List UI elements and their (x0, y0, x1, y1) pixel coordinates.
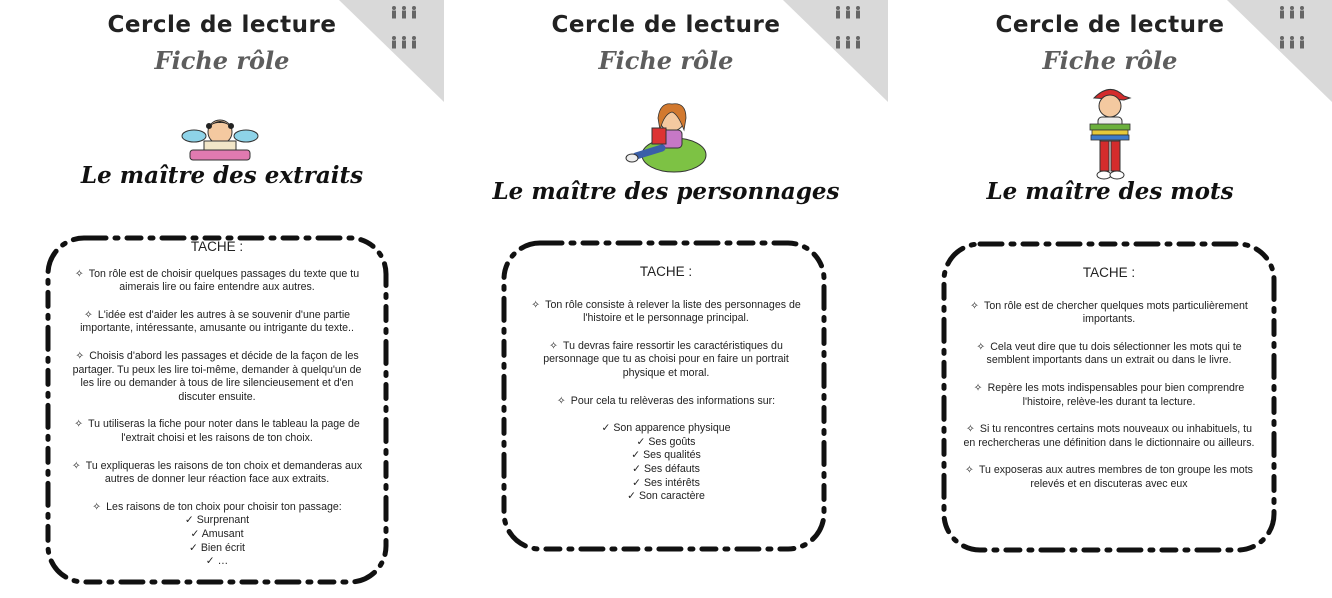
diamond-bullet-icon: ✧ (549, 339, 559, 352)
check-icon: ✓ (190, 527, 200, 540)
check-subitem: ✓ Bien écrit (188, 541, 245, 554)
card-subtitle: Fiche rôle (598, 46, 734, 75)
check-icon: ✓ (188, 541, 198, 554)
kid-reading-lying-icon (180, 114, 260, 164)
check-icon: ✓ (636, 435, 646, 448)
diamond-bullet-icon: ✧ (92, 500, 102, 513)
task-item: ✧ Tu devras faire ressortir les caractéristiques du personnage que tu as choisi pour en faire un portrait physique et moral. (543, 339, 789, 379)
task-item: ✧ Repère les mots indispensables pour bien comprendre l'histoire, relève-les durant ta lecture. (973, 381, 1245, 408)
task-item: ✧ Ton rôle est de chercher quelques mots particulièrement importants. (970, 299, 1248, 326)
role-name: Le maître des personnages (492, 178, 840, 205)
task-item: ✧ L'idée est d'aider les autres à se souvenir d'une partie importante, intéressante, amusante ou intrigante du texte.. (80, 308, 354, 335)
card-subtitle: Fiche rôle (154, 46, 290, 75)
diamond-bullet-icon: ✧ (74, 267, 84, 280)
task-content (960, 266, 1258, 506)
task-frame (38, 228, 396, 592)
boy-holding-books-icon (1084, 84, 1136, 182)
check-icon: ✓ (627, 490, 636, 503)
task-heading: TACHE : (639, 264, 693, 279)
task-frame (494, 233, 834, 559)
diamond-bullet-icon: ✧ (556, 394, 566, 407)
check-subitem: ✓ Ses défauts (632, 462, 700, 475)
task-item: ✧ Ton rôle est de choisir quelques passages du texte que tu aimerais lire ou faire entendre aux autres. (74, 267, 360, 294)
check-subitem: ✓ Ses intérêts (632, 476, 700, 489)
girl-reading-beanbag-icon (622, 100, 712, 175)
task-item: ✧ Cela veut dire que tu dois sélectionner les mots qui te semblent importants dans un extrait ou dans le livre. (976, 340, 1242, 367)
task-item: ✧ Choisis d'abord les passages et décide de la façon de les partager. Tu peux les lire toi-même, demander à quelqu'un de les lire ou demander à tous de lire silencieusement et d'en discuter ensuite. (72, 349, 362, 403)
check-subitem: ✓ Ses qualités (631, 449, 701, 462)
check-icon: ✓ (205, 555, 215, 568)
task-content (68, 240, 366, 569)
role-card-mots (888, 0, 1332, 598)
card-title: Cercle de lecture (995, 12, 1225, 38)
diamond-bullet-icon: ✧ (531, 298, 541, 311)
diamond-bullet-icon: ✧ (965, 464, 974, 477)
task-frame (934, 234, 1284, 560)
task-item: ✧ Ton rôle consiste à relever la liste des personnages de l'histoire et le personnage principal. (531, 298, 801, 325)
role-card-extraits (0, 0, 444, 598)
diamond-bullet-icon: ✧ (970, 299, 980, 312)
diamond-bullet-icon: ✧ (71, 459, 81, 472)
check-subitem: ✓ Surprenant (184, 514, 250, 527)
card-subtitle: Fiche rôle (1042, 46, 1178, 75)
role-name: Le maître des mots (986, 178, 1234, 205)
check-icon: ✓ (631, 449, 641, 462)
card-title: Cercle de lecture (551, 12, 781, 38)
diamond-bullet-icon: ✧ (75, 349, 85, 362)
diamond-bullet-icon: ✧ (966, 423, 975, 436)
check-subitem: ✓ … (205, 555, 229, 568)
task-heading: TACHE : (190, 239, 244, 254)
task-item: ✧ Pour cela tu relèveras des informations sur: (556, 394, 776, 407)
check-subitem: ✓ Amusant (190, 527, 244, 540)
card-title: Cercle de lecture (107, 12, 337, 38)
diamond-bullet-icon: ✧ (74, 418, 84, 431)
task-item: ✧ Les raisons de ton choix pour choisir ton passage: (92, 500, 342, 513)
check-subitem: ✓ Ses goûts (636, 435, 696, 448)
task-item: ✧ Si tu rencontres certains mots nouveaux ou inhabituels, tu en rechercheras une définition dans le dictionnaire ou ailleurs. (963, 423, 1255, 449)
check-icon: ✓ (632, 476, 641, 489)
role-card-personnages (444, 0, 888, 598)
diamond-bullet-icon: ✧ (973, 381, 983, 394)
task-item: ✧ Tu utiliseras la fiche pour noter dans le tableau la page de l'extrait choisi et les raisons de ton choix. (74, 418, 360, 444)
task-item: ✧ Tu exposeras aux autres membres de ton groupe les mots relevés et en discuteras avec eux (965, 464, 1253, 490)
check-icon: ✓ (184, 514, 194, 527)
check-icon: ✓ (601, 422, 611, 435)
diamond-bullet-icon: ✧ (976, 340, 986, 353)
check-subitem: ✓ Son apparence physique (601, 422, 731, 435)
task-item: ✧ Tu expliqueras les raisons de ton choix et demanderas aux autres de donner leur réaction face aux extraits. (71, 459, 363, 486)
check-subitem: ✓ Son caractère (627, 490, 705, 503)
task-content (522, 265, 810, 504)
task-heading: TACHE : (1082, 265, 1136, 280)
check-icon: ✓ (632, 462, 641, 475)
role-name: Le maître des extraits (80, 162, 364, 189)
diamond-bullet-icon: ✧ (83, 308, 93, 321)
